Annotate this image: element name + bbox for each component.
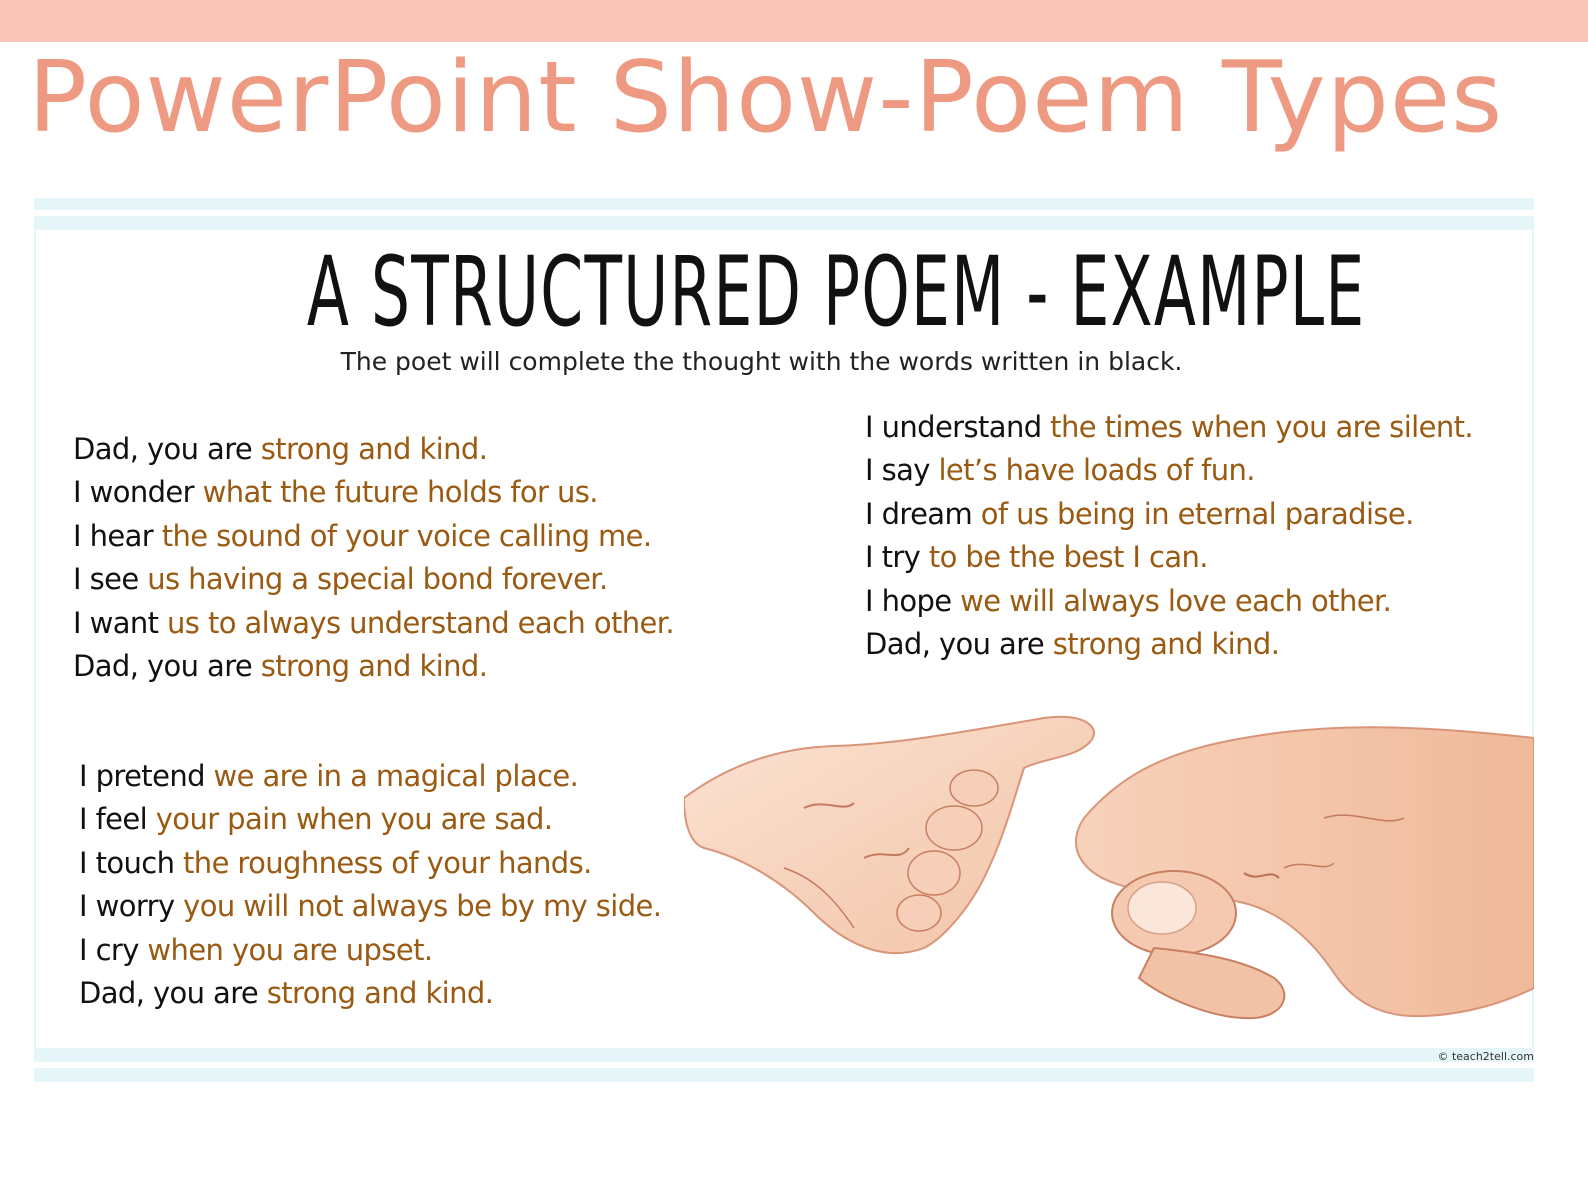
poem-line-completion: your pain when you are sad. <box>155 802 553 837</box>
slide-bottom-stripe <box>34 1048 1534 1062</box>
poem-line <box>865 406 1473 449</box>
poem-line <box>73 558 674 601</box>
stanza-2 <box>865 406 1473 666</box>
poem-line <box>73 645 674 688</box>
poem-line-lead: Dad, you are <box>79 976 267 1011</box>
poem-line-completion: we will always love each other. <box>960 583 1392 618</box>
poem-line-completion: strong and kind. <box>260 649 488 684</box>
poem-line-lead: I understand <box>865 410 1051 444</box>
poem-line-lead: I see <box>73 562 148 597</box>
poem-line-lead: I pretend <box>79 759 214 793</box>
poem-line <box>73 602 674 645</box>
poem-line <box>865 536 1473 579</box>
stanza-1 <box>73 428 674 688</box>
poem-line-lead: Dad, you are <box>73 649 261 684</box>
page-title: PowerPoint Show-Poem Types <box>28 41 1504 155</box>
poem-line-completion: the times when you are silent. <box>1050 410 1474 444</box>
slide-title: A STRUCTURED POEM - EXAMPLE <box>306 236 1366 348</box>
stanza-3 <box>79 755 661 1015</box>
poem-line-lead: I want <box>73 605 168 640</box>
poem-line-lead: Dad, you are <box>865 627 1053 662</box>
poem-line-completion: to be the best I can. <box>928 540 1208 575</box>
poem-line-completion: you will not always be by my side. <box>183 889 662 924</box>
poem-line-lead: I worry <box>79 889 184 924</box>
poem-line-lead: I touch <box>79 845 184 880</box>
poem-line <box>865 493 1473 536</box>
poem-line <box>865 623 1473 666</box>
poem-line <box>79 972 661 1015</box>
poem-line-completion: the sound of your voice calling me. <box>161 518 652 553</box>
poem-line-completion: strong and kind. <box>260 432 488 466</box>
poem-line-completion: the roughness of your hands. <box>183 845 592 880</box>
poem-line-completion: of us being in eternal paradise. <box>980 496 1414 531</box>
poem-line-completion: strong and kind. <box>1052 627 1280 662</box>
poem-line <box>865 580 1473 623</box>
poem-line-completion: let’s have loads of fun. <box>938 453 1255 488</box>
poem-line <box>73 471 674 514</box>
poem-line-completion: us having a special bond forever. <box>147 562 608 597</box>
poem-line-lead: I say <box>865 453 939 488</box>
poem-line <box>79 929 661 972</box>
poem-line <box>865 449 1473 492</box>
poem-line-completion: when you are upset. <box>147 932 433 967</box>
poem-line <box>73 428 674 471</box>
poem-line-lead: I try <box>865 540 929 575</box>
poem-line-completion: what the future holds for us. <box>202 475 598 510</box>
poem-line <box>79 885 661 928</box>
poem-line-completion: strong and kind. <box>266 976 494 1011</box>
poem-line-completion: we are in a magical place. <box>213 759 579 793</box>
poem-line-lead: Dad, you are <box>73 432 261 466</box>
poem-line-lead: I dream <box>865 496 981 531</box>
poem-slide <box>34 198 1534 1082</box>
poem-line-lead: I cry <box>79 932 148 967</box>
poem-line-lead: I hear <box>73 518 162 553</box>
poem-line-lead: I wonder <box>73 475 203 510</box>
poem-line <box>73 515 674 558</box>
holding-hands-illustration <box>684 698 1534 1048</box>
poem-line-completion: us to always understand each other. <box>167 605 675 640</box>
poem-line <box>79 842 661 885</box>
header-bar <box>0 0 1588 42</box>
slide-top-stripe <box>34 198 1534 210</box>
slide-bottom-stripe <box>34 1068 1534 1082</box>
poem-line-lead: I hope <box>865 583 961 618</box>
poem-line-lead: I feel <box>79 802 156 837</box>
copyright-notice: © teach2tell.com <box>1437 1050 1534 1063</box>
poem-line <box>79 755 661 798</box>
slide-top-stripe <box>34 216 1534 230</box>
slide-subtitle: The poet will complete the thought with the words written in black. <box>340 347 1183 376</box>
poem-line <box>79 798 661 841</box>
